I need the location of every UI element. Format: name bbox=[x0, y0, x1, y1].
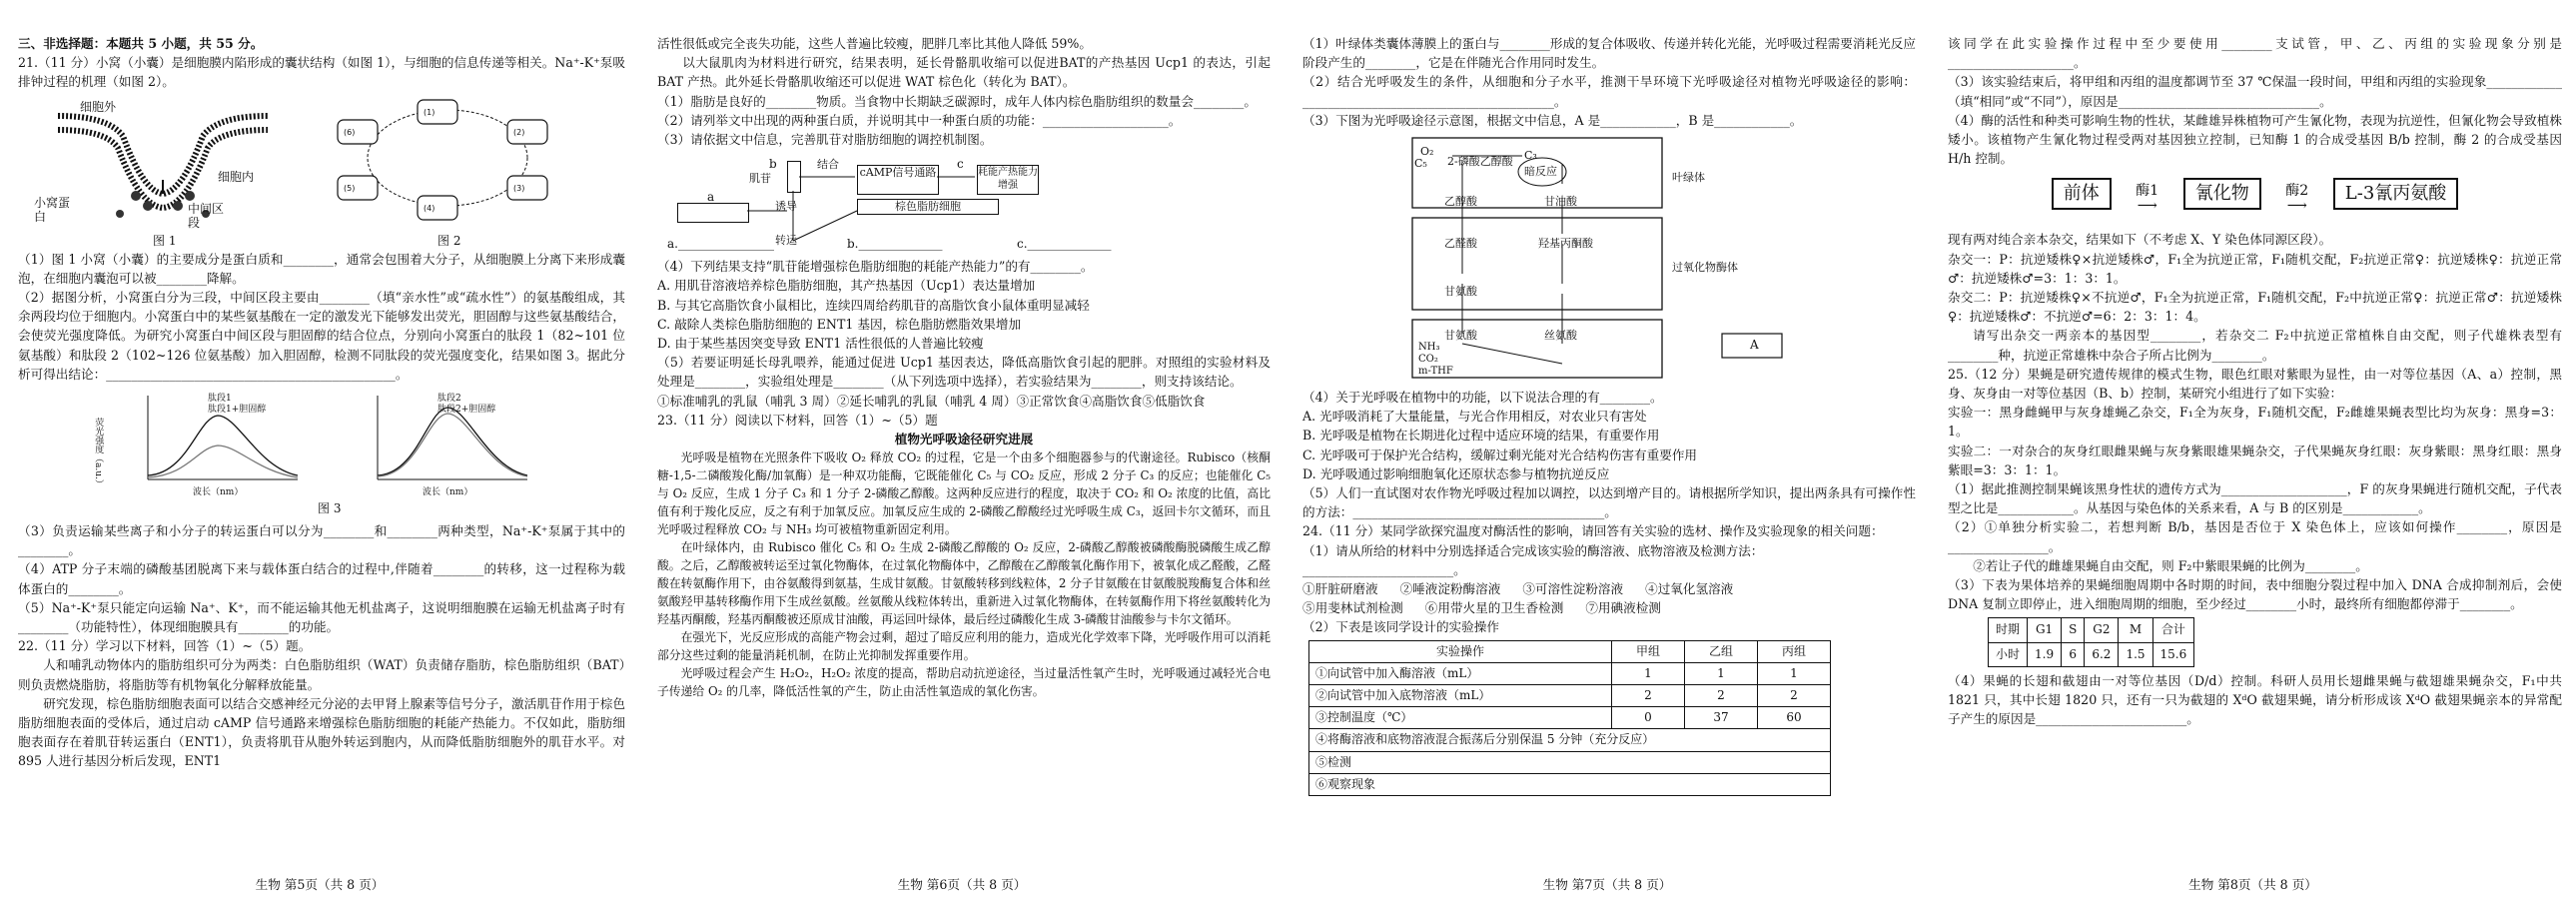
regulation-diagram bbox=[657, 153, 1271, 253]
q24-option-3: ③可溶性淀粉溶液 bbox=[1522, 581, 1624, 597]
q25-part-4: （4）果蝇的长翅和截翅由一对等位基因（D/d）控制。科研人员用长翅雌果蝇与截翅雄果蝇杂交，F₁中共 1821 只，其中长翅 1820 只，还有一只为截翅的 XᵈO 截翅果蝇，请分析形成该 XᵈO 截翅果蝇亲本的异常配子产生的原因是________________________。 bbox=[1948, 672, 2562, 727]
q23-option-c: C. 光呼吸可于保护光合结构，缓解过剩光能对光合结构伤害有重要作用 bbox=[1302, 447, 1698, 462]
page-5 bbox=[0, 0, 639, 899]
q24-intro: 24.（11 分）某同学欲探究温度对酶活性的影响，请回答有关实验的选材、操作及实验现象的相关问题： bbox=[1302, 523, 1884, 539]
diagram-label-inosine: 肌苷 bbox=[749, 172, 771, 186]
table-header-cell: 实验操作 bbox=[1309, 640, 1612, 662]
svg-text:(1): (1) bbox=[424, 107, 435, 117]
table-cell: 1 bbox=[1685, 662, 1758, 684]
pw-serine: 丝氨酸 bbox=[1544, 329, 1577, 343]
table-cell: 6.2 bbox=[2085, 642, 2119, 666]
figures-1-2 bbox=[18, 96, 625, 246]
diagram-label-induce: 诱导 bbox=[775, 200, 797, 214]
q21-intro: 21.（11 分）小窝（小囊）是细胞膜内陷形成的囊状结构（如图 1），与细胞的信息传递等相关。Na⁺-K⁺泵吸排钟过程的机理（如图 2）。 bbox=[18, 55, 625, 90]
table-row bbox=[1309, 773, 1831, 795]
q24-options-row-1 bbox=[1302, 579, 1916, 598]
fig3-left-ylabel: 荧光强度（a.u.） bbox=[93, 418, 104, 488]
lipid-bilayer bbox=[58, 116, 268, 208]
pw-glycolate: 乙醇酸 bbox=[1444, 195, 1477, 209]
q22-part-2: （2）请列举文中出现的两种蛋白质，并说明其中一种蛋白质的功能：____________________。 bbox=[657, 112, 1182, 128]
table-cell: ②向试管中加入底物溶液（mL） bbox=[1309, 685, 1612, 707]
q23-title: 植物光呼吸途径研究进展 bbox=[894, 432, 1034, 448]
diagram-answer-c: c.______________ bbox=[1017, 237, 1112, 252]
table-row bbox=[1309, 685, 1831, 707]
table-header-cell: S bbox=[2062, 618, 2085, 642]
table-cell: 2 bbox=[1685, 685, 1758, 707]
q23-material-4: 光呼吸过程会产生 H₂O₂，H₂O₂ 浓度的提高，帮助启动抗逆途径，当过量活性氧产生时，光呼吸通过减轻光合电子传递给 O₂ 的几率，降低活性氧的产生，防止由活性氧造成的氧化伤害。 bbox=[657, 666, 1271, 699]
q24-option-6: ⑥用带火星的卫生香检测 bbox=[1424, 600, 1564, 616]
table-header bbox=[1309, 640, 1831, 662]
table-row bbox=[1309, 707, 1831, 729]
table-header-cell: 时期 bbox=[1989, 618, 2028, 642]
pw-hydroxypyruvate: 羟基丙酮酸 bbox=[1538, 237, 1593, 251]
figure-2-caption: 图 2 bbox=[437, 233, 461, 248]
fig1-label-middle: 中间区段 bbox=[188, 201, 225, 230]
page-6-footer: 生物 第6页（共 8 页） bbox=[897, 877, 1027, 892]
q25-part-3: （3）下表为果体培养的果蝇细胞周期中各时期的时间，表中细胞分裂过程中加入 DNA 合成抑制剂后，会使 DNA 复制立即停止，进入细胞周期的细胞，至少经过________小时，最终所有细胞都停滞于________。 bbox=[1948, 577, 2562, 612]
table-cell: 1 bbox=[1612, 662, 1685, 684]
table-cell: 0 bbox=[1612, 707, 1685, 729]
q21-part-2: （2）据图分析，小窝蛋白分为三段，中间区段主要由________（填“亲水性”或“疏水性”）的氨基酸组成，其余两段均位于细胞内。小窝蛋白中的某些氨基酸在一定的激发光下能够发出荧光，胆固醇与这些氨基酸结合，会使荧光强度降低。为研究小窝蛋白中间区段与胆固醇的结合位点，分别向小窝蛋白的肽段 1（82~101 位氨基酸）和肽段 2（102~126 位氨基酸）加入胆固醇，检测不同肽段的荧光强度变化，结果如图 3。据此分析可得出结论：______________________________________________。 bbox=[18, 290, 625, 382]
q21-part-4: （4）ATP 分子末端的磷酸基团脱离下来与载体蛋白结合的过程中,伴随着________的转移，这一过程称为载体蛋白的________。 bbox=[18, 561, 625, 596]
svg-text:(3): (3) bbox=[513, 183, 525, 193]
table-header-cell: G1 bbox=[2028, 618, 2062, 642]
q23-part-2: （2）结合光呼吸发生的条件，从细胞和分子水平，推测干旱环境下光呼吸途径对植物光呼吸途径的影响：________________________________________。 bbox=[1302, 74, 1916, 109]
q24-genetics-4: 请写出杂交一两亲本的基因型________，若杂交二 F₂中抗逆正常植株自由交配，则子代雄株表型有________种，抗逆正常雄株中杂合子所占比例为________。 bbox=[1948, 328, 2562, 363]
figure-3-caption: 图 3 bbox=[318, 501, 342, 516]
q23-intro: 23.（11 分）阅读以下材料，回答（1）~（5）题 bbox=[657, 412, 938, 428]
diagram-heat-text: 耗能产热能力增强 bbox=[978, 167, 1038, 192]
cell-cycle-table bbox=[1988, 617, 2194, 666]
table-row bbox=[1989, 642, 2194, 666]
table-header-cell: 甲组 bbox=[1612, 640, 1685, 662]
page-6 bbox=[639, 0, 1285, 899]
photorespiration-pathway-diagram bbox=[1302, 134, 1916, 384]
fig3-left-xlabel: 波长（nm） bbox=[193, 487, 244, 498]
q22-intro: 22.（11 分）学习以下材料，回答（1）~（5）题。 bbox=[18, 638, 312, 654]
q22-part-5-options: ①标准哺乳的乳鼠（哺乳 3 周）②延长哺乳的乳鼠（哺乳 4 周）③正常饮食④高脂饮食⑤低脂饮食 bbox=[657, 393, 1206, 409]
page-5-footer: 生物 第5页（共 8 页） bbox=[255, 877, 385, 892]
pathway-box-precursor: 前体 bbox=[2052, 178, 2112, 209]
q22-part-1: （1）脂肪是良好的________物质。当食物中长期缺乏碳源时，成年人体内棕色脂肪组织的数量会________。 bbox=[657, 93, 1257, 109]
page-7 bbox=[1285, 0, 1930, 899]
pathway-box-product: L-3氰丙氨酸 bbox=[2333, 178, 2459, 209]
fig1-label-caveolin: 小窝蛋白 bbox=[34, 195, 71, 224]
q23-material-2: 在叶绿体内，由 Rubisco 催化 C₅ 和 O₂ 生成 2-磷酸乙醇酸的 O₂ 反应，2-磷酸乙醇酸被磷酸酶脱磷酸生成乙醇酸。之后，乙醇酸被转运至过氧化物酶体，在过氧化物酶体中，乙醇酸在乙醇酸氧化酶作用下，被氧化成乙醛酸，乙醛酸在转氨酶作用下，由谷氨酸得到氨基，生成甘氨酸。甘氨酸转移到线粒体，2 分子甘氨酸在甘氨酸脱羧酶复合体和丝氨酸羟甲基转移酶作用下生成丝氨酸。丝氨酸从线粒体转出，重新进入过氧化物酶体，在转氨酶作用下将丝氨酸转化为羟基丙酮酸，羟基丙酮酸被还原成甘油酸，再运回叶绿体，最后经过磷酸化生成 3-磷酸甘油酸参与卡尔文循环。 bbox=[657, 540, 1271, 627]
svg-text:(2): (2) bbox=[513, 127, 525, 137]
pw-peroxisome: 过氧化物酶体 bbox=[1672, 261, 1738, 275]
figure-1-caption: 图 1 bbox=[153, 233, 177, 248]
pw-c3: C₃ bbox=[1524, 149, 1537, 163]
svg-text:(6): (6) bbox=[344, 127, 356, 137]
table-row bbox=[1309, 751, 1831, 773]
page-6-content bbox=[657, 34, 1271, 863]
q24-genetics-2: 杂交一：P：抗逆矮株♀×抗逆矮株♂，F₁全为抗逆正常，F₁随机交配，F₂抗逆正常♀：抗逆矮株♀：抗逆正常♂：抗逆矮株♂=3：1：3：1。 bbox=[1948, 251, 2562, 286]
table-cell: ④将酶溶液和底物溶液混合振荡后分别保温 5 分钟（充分反应） bbox=[1309, 729, 1831, 751]
table-row bbox=[1309, 729, 1831, 751]
q24-cont: 该同学在此实验操作过程中至少要使用________支试管，甲、乙、丙组的实验现象分别是____________________。 bbox=[1948, 36, 2562, 71]
pw-glycine: 甘氨酸 bbox=[1444, 285, 1477, 299]
pw-glycine-2: 甘氨酸 bbox=[1444, 329, 1477, 343]
page-8 bbox=[1930, 0, 2576, 899]
q25-intro: 25.（12 分）果蝇是研究遗传规律的模式生物，眼色红眼对紫眼为显性，由一对等位基因（A、a）控制，黑身、灰身由一对等位基因（B、b）控制，某研究小组进行了如下实验： bbox=[1948, 366, 2562, 402]
q22-part-5: （5）若要证明延长母乳喂养，能通过促进 Ucp1 基因表达，降低高脂饮食引起的肥胖。对照组的实验材料及处理是________，实验组处理是________（从下列选项中选择），若实验结果为________，则支持该结论。 bbox=[657, 355, 1271, 390]
q23-part-3: （3）下图为光呼吸途径示意图，根据文中信息，A 是____________，B 是____________。 bbox=[1302, 112, 1803, 128]
diagram-label-b: b bbox=[769, 157, 777, 172]
q22-option-d: D. 由于某些基因突变导致 ENT1 活性很低的人普遍比较瘦 bbox=[657, 336, 984, 352]
table-cell: 37 bbox=[1685, 707, 1758, 729]
q25-exp-1: 实验一：黑身雌蝇甲与灰身雄蝇乙杂交，F₁全为灰身，F₁随机交配，F₂雌雄果蝇表型比均为灰身：黑身=3：1。 bbox=[1948, 405, 2562, 440]
pw-2pg: 2-磷酸乙醇酸 bbox=[1447, 155, 1513, 169]
q22-cont-1: 活性很低或完全丧失功能，这些人普遍比较瘦，肥胖几率比其他人降低 59%。 bbox=[657, 36, 1092, 51]
q24-part-2: （2）下表是该同学设计的实验操作 bbox=[1302, 619, 1499, 635]
cyanide-pathway bbox=[1948, 172, 2562, 226]
page-8-content bbox=[1948, 34, 2562, 863]
table-cell: ⑤检测 bbox=[1309, 751, 1831, 773]
q22-option-b: B. 与其它高脂饮食小鼠相比，连续四周给药肌苷的高脂饮食小鼠体重明显减轻 bbox=[657, 297, 1090, 313]
svg-text:(4): (4) bbox=[424, 203, 435, 213]
pw-glycerate: 甘油酸 bbox=[1544, 195, 1577, 209]
q22-option-a: A. 用肌苷溶液培养棕色脂肪细胞，其产热基因（Ucp1）表达量增加 bbox=[657, 278, 1036, 294]
q23-option-a: A. 光呼吸消耗了大量能量，与光合作用相反，对农业只有害处 bbox=[1302, 409, 1647, 425]
q21-part-5: （5）Na⁺-K⁺泵只能定向运输 Na⁺、K⁺，而不能运输其他无机盐离子，这说明细胞膜在运输无机盐离子时有________（功能特性），体现细胞膜具有________的功能。 bbox=[18, 599, 625, 635]
page-7-content bbox=[1302, 34, 1916, 863]
q23-part-4: （4）关于光呼吸在植物中的功能，以下说法合理的有________。 bbox=[1302, 390, 1663, 406]
table-cell: 2 bbox=[1612, 685, 1685, 707]
q24-option-4: ④过氧化氢溶液 bbox=[1645, 581, 1734, 597]
fig3-left-legend-1: 肽段1 bbox=[208, 394, 232, 405]
q22-cont-2: 以大鼠肌肉为材料进行研究，结果表明，延长骨骼肌收缩可以促进BAT的产热基因 Ucp1 的表达，引起 BAT 产热。此外延长骨骼肌收缩还可以促进 WAT 棕色化（转化为 BAT）。 bbox=[657, 55, 1271, 90]
q24-option-2: ②唾液淀粉酶溶液 bbox=[1399, 581, 1501, 597]
pw-o2: O₂ bbox=[1420, 145, 1434, 159]
enzyme-1-label: 酶1 bbox=[2136, 182, 2159, 199]
q24-options-row-2 bbox=[1302, 598, 1916, 617]
q24-genetics-3: 杂交二：P：抗逆矮株♀×不抗逆♂，F₁全为抗逆正常，F₁随机交配，F₂中抗逆正常♀：抗逆正常♂：抗逆矮株♀：抗逆矮株♂：不抗逆♂=6：2：3：1：4。 bbox=[1948, 290, 2562, 325]
q24-part-4: （4）酶的活性和种类可影响生物的性状，某雌雄异株植物可产生氰化物，表现为抗逆性，但氰化物会导致植株矮小。该植物产生氰化物过程受两对基因独立控制，已知酶 1 的合成受基因 B/b 控制，酶 2 的合成受基因 H/h 控制。 bbox=[1948, 112, 2562, 167]
q22-part-4: （4）下列结果支持“肌苷能增强棕色脂肪细胞的耗能产热能力”的有________。 bbox=[657, 259, 1094, 275]
q22-part-3: （3）请依据文中信息，完善肌苷对脂肪细胞的调控机制图。 bbox=[657, 132, 993, 148]
q21-part-1: （1）图 1 小窝（小囊）的主要成分是蛋白质和________，通常会包围着大分子，从细胞膜上分离下来形成囊泡，在细胞内囊泡可以被________降解。 bbox=[18, 251, 625, 286]
diagram-label-a: a bbox=[707, 190, 715, 205]
fig3-left-legend-2: 肽段1+胆固醇 bbox=[208, 405, 267, 416]
table-cell: ③控制温度（℃） bbox=[1309, 707, 1612, 729]
fig1-label-inside: 细胞内 bbox=[218, 169, 255, 184]
table-header-cell: 丙组 bbox=[1758, 640, 1831, 662]
q25-part-2b: ②若让子代的雌雄果蝇自由交配，则 F₂中紫眼果蝇的比例为________。 bbox=[1973, 557, 2368, 573]
table-cell: 1 bbox=[1758, 662, 1831, 684]
table-cell: 1.5 bbox=[2119, 642, 2152, 666]
table-header bbox=[1989, 618, 2194, 642]
q24-part-1-blank: ________________________。 bbox=[1302, 561, 1466, 577]
pathway-enzyme-2 bbox=[2269, 181, 2325, 215]
section-heading: 三、非选择题：本题共 5 小题，共 55 分。 bbox=[18, 36, 264, 51]
q25-part-2: （2）①单独分析实验二，若想判断 B/b，基因是否位于 X 染色体上，应该如何操作________，原因是________________。 bbox=[1948, 519, 2562, 554]
q23-part-5: （5）人们一直试图对农作物光呼吸过程加以调控，以达到增产目的。请根据所学知识，提出两条具有可操作性的方法：________________________________________。 bbox=[1302, 485, 1916, 520]
fig3-right-xlabel: 波长（nm） bbox=[423, 487, 473, 498]
pw-c5: C₅ bbox=[1414, 157, 1427, 171]
q24-option-5: ⑤用斐林试剂检测 bbox=[1302, 600, 1403, 616]
figure-3-fluorescence bbox=[18, 388, 625, 517]
arrow-right-icon: ⟶ bbox=[2137, 198, 2157, 215]
diagram-label-transport: 转运 bbox=[775, 234, 797, 248]
table-header-cell: 乙组 bbox=[1685, 640, 1758, 662]
diagram-camp-text: cAMP信号通路 bbox=[859, 166, 937, 180]
q24-option-1: ①肝脏研磨液 bbox=[1302, 581, 1378, 597]
table-header-cell: 合计 bbox=[2152, 618, 2194, 642]
table-header-cell: G2 bbox=[2085, 618, 2119, 642]
pw-mthf: m-THF bbox=[1418, 366, 1453, 378]
pw-co2: CO₂ bbox=[1418, 354, 1438, 366]
enzyme-2-label: 酶2 bbox=[2285, 182, 2309, 199]
table-cell: ①向试管中加入酶溶液（mL） bbox=[1309, 662, 1612, 684]
table-cell: ⑥观察现象 bbox=[1309, 773, 1831, 795]
page-8-footer: 生物 第8页（共 8 页） bbox=[2188, 877, 2317, 892]
table-row bbox=[1309, 662, 1831, 684]
q25-exp-2: 实验二：一对杂合的灰身红眼雌果蝇与灰身紫眼雄果蝇杂交，子代果蝇灰身红眼：灰身紫眼：黑身红眼：黑身紫眼=3：3：1：1。 bbox=[1948, 443, 2562, 477]
q22-option-c: C. 敲除人类棕色脂肪细胞的 ENT1 基因，棕色脂肪燃脂效果增加 bbox=[657, 316, 1022, 332]
diagram-cell-text: 棕色脂肪细胞 bbox=[895, 200, 961, 214]
cycle-states bbox=[338, 100, 547, 220]
q24-part-3: （3）该实验结束后，将甲组和丙组的温度都调节至 37 ℃保温一段时间，甲组和丙组的实验现象____________（填“相同”或“不同”），原因是________________________________。 bbox=[1948, 74, 2562, 109]
q23-part-1: （1）叶绿体类囊体薄膜上的蛋白与________形成的复合体吸收、传递并转化光能，光呼吸过程需要消耗光反应阶段产生的________，它是在伴随光合作用同时发生。 bbox=[1302, 36, 1916, 71]
figure-2-na-k-pump-cycle bbox=[318, 96, 577, 228]
arrow-right-icon: ⟶ bbox=[2286, 198, 2307, 215]
diagram-label-bind: 结合 bbox=[817, 158, 839, 172]
q24-part-1: （1）请从所给的材料中分别选择适合完成该实验的酶溶液、底物溶液及检测方法： bbox=[1302, 542, 1764, 558]
page-7-footer: 生物 第7页（共 8 页） bbox=[1542, 877, 1672, 892]
q21-part-3: （3）负责运输某些离子和小分子的转运蛋白可以分为________和________两种类型，Na⁺-K⁺泵属于其中的________。 bbox=[18, 523, 625, 558]
table-header-cell: M bbox=[2119, 618, 2152, 642]
table-cell: 6 bbox=[2062, 642, 2085, 666]
q23-material-3: 在强光下，光反应形成的高能产物会过剩，超过了暗反应利用的能力，造成光化学效率下降，光呼吸作用可以消耗部分这些过剩的能量消耗机制，在防止光抑制发挥重要作用。 bbox=[657, 630, 1271, 663]
q23-material-1: 光呼吸是植物在光照条件下吸收 O₂ 释放 CO₂ 的过程，它是一个由多个细胞器参与的代谢途径。Rubisco（核酮糖-1,5-二磷酸羧化酶/加氧酶）是一种双功能酶，它既能催化 C₅ 与 CO₂ 反应，形成 2 分子 C₃ 的反应；也能催化 C₅ 与 O₂ 反应，生成 1 分子 C₃ 和 1 分子 2-磷酸乙醇酸。这两种反应进行的程度，取决于 CO₂ 和 O₂ 浓度的比值，高比值有利于羧化反应，反之有利于加氧反应。加氧反应生成的 2-磷酸乙醇酸经过光呼吸生成 C₃，返回卡尔文循环，而且光呼吸过程释放 CO₂ 与 NH₃ 均可被植物重新固定利用。 bbox=[657, 450, 1271, 537]
q24-option-7: ⑦用碘液检测 bbox=[1585, 600, 1661, 616]
fig3-right-legend-2: 肽段2+胆固醇 bbox=[437, 405, 496, 416]
diagram-answer-a: a.________________ bbox=[667, 237, 774, 252]
q23-option-b: B. 光呼吸是植物在长期进化过程中适应环境的结果，有重要作用 bbox=[1302, 428, 1660, 444]
diagram-label-c: c bbox=[957, 157, 964, 172]
pw-dark: 暗反应 bbox=[1524, 165, 1557, 179]
q25-part-1: （1）据此推测控制果蝇该黑身性状的遗传方式为____________________，F 的灰身果蝇进行随机交配，子代表型之比是____________。从基因与染色体的关系来看，A 与 B 的区别是____________。 bbox=[1948, 481, 2562, 516]
svg-text:(5): (5) bbox=[344, 183, 356, 193]
fig3-right-legend-1: 肽段2 bbox=[437, 394, 461, 405]
table-cell: 60 bbox=[1758, 707, 1831, 729]
q23-option-d: D. 光呼吸通过影响细胞氧化还原状态参与植物抗逆反应 bbox=[1302, 465, 1610, 481]
table-cell: 15.6 bbox=[2152, 642, 2194, 666]
pathway-box-cyanide: 氰化物 bbox=[2183, 178, 2261, 209]
q22-material-1: 人和哺乳动物体内的脂肪组织可分为两类：白色脂肪组织（WAT）负责储存脂肪，棕色脂肪组织（BAT）则负责燃烧脂肪，将脂肪等有机物氧化分解释放能量。 bbox=[18, 657, 625, 692]
diagram-answer-b: b.______________ bbox=[847, 237, 943, 252]
pathway-enzyme-1 bbox=[2120, 181, 2175, 215]
pw-chloroplast: 叶绿体 bbox=[1672, 171, 1705, 185]
experiment-table bbox=[1308, 640, 1831, 796]
pw-glyoxylate: 乙醛酸 bbox=[1444, 237, 1477, 251]
pathway-frame bbox=[1392, 134, 1832, 384]
table-cell: 2 bbox=[1758, 685, 1831, 707]
q24-genetics-1: 现有两对纯合亲本杂交，结果如下（不考虑 X、Y 染色体同源区段）。 bbox=[1948, 232, 2332, 248]
table-cell: 1.9 bbox=[2028, 642, 2062, 666]
table-cell: 小时 bbox=[1989, 642, 2028, 666]
page-5-content bbox=[18, 34, 625, 863]
q22-material-2: 研究发现，棕色脂肪细胞表面可以结合交感神经元分泌的去甲肾上腺素等信号分子，激活肌苷作用于棕色脂肪细胞表面的受体后，通过启动 cAMP 信号通路来增强棕色脂肪细胞的耗能产热能力。不仅如此，脂肪细胞表面存在着肌苷转运蛋白（ENT1），负责将肌苷从胞外转运到胞内，从而降低脂肪细胞外的肌苷水平。对 895 人进行基因分析后发现，ENT1 bbox=[18, 695, 625, 769]
fig1-label-outside: 细胞外 bbox=[80, 99, 117, 114]
pw-a: A bbox=[1750, 338, 1759, 353]
pw-nh3: NH₃ bbox=[1418, 342, 1440, 354]
